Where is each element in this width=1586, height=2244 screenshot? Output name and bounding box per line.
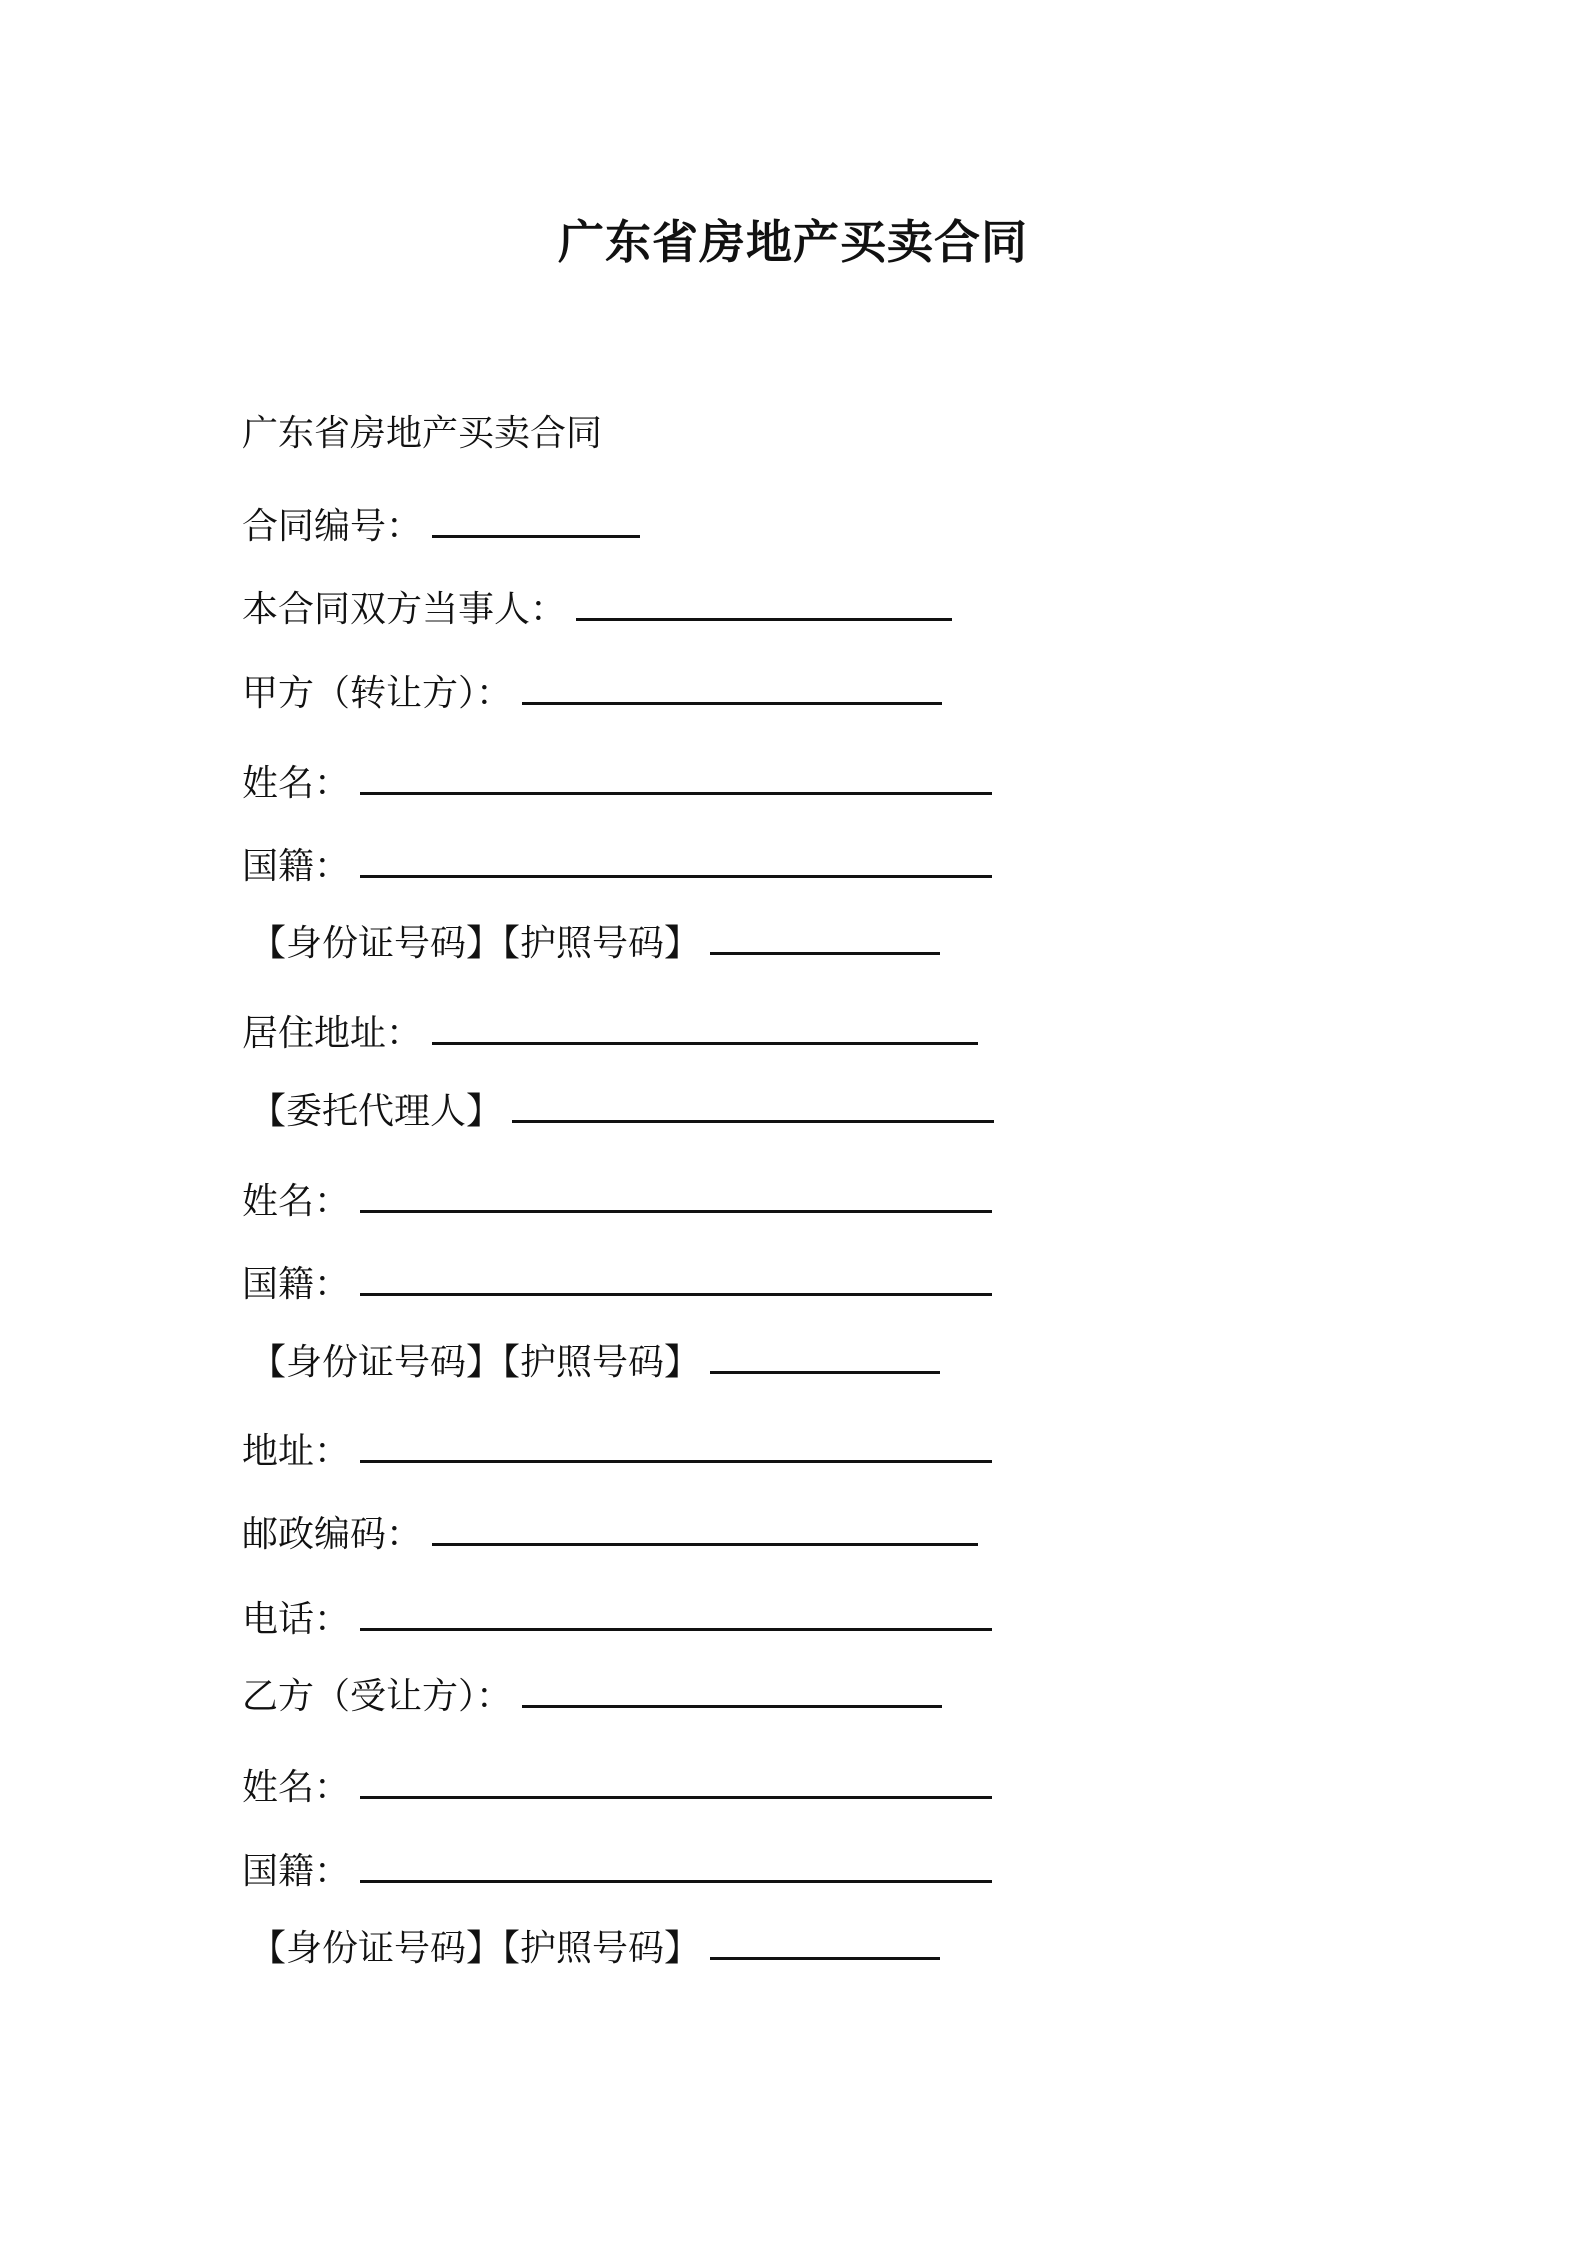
party-b-name-line <box>242 1756 992 1812</box>
line-label: 【委托代理人】 <box>250 1091 503 1132</box>
agent-name-line <box>242 1170 992 1226</box>
party-a-line <box>242 662 942 718</box>
line-label: 合同编号： <box>242 506 423 547</box>
line-label: 姓名： <box>242 763 351 804</box>
party-b-id-line <box>250 1917 940 1973</box>
line-label: 电话： <box>242 1599 351 1640</box>
line-label: 广东省房地产买卖合同 <box>242 413 603 454</box>
contract-number-line <box>242 495 640 551</box>
agent-id-blank[interactable] <box>710 1331 940 1374</box>
party-a-address-blank[interactable] <box>432 1002 978 1045</box>
agent-address-line <box>242 1420 992 1476</box>
party-a-name-blank[interactable] <box>360 752 992 795</box>
line-label: 国籍： <box>242 1264 351 1305</box>
party-b-blank[interactable] <box>522 1665 942 1708</box>
line-label: 国籍： <box>242 846 351 887</box>
party-b-name-blank[interactable] <box>360 1756 992 1799</box>
party-a-address-line <box>242 1002 978 1058</box>
party-b-id-blank[interactable] <box>710 1917 940 1960</box>
phone-line <box>242 1588 992 1644</box>
party-b-line <box>242 1665 942 1721</box>
line-label: 【身份证号码】【护照号码】 <box>250 923 701 964</box>
line-label: 居住地址： <box>242 1013 423 1054</box>
parties-blank[interactable] <box>576 578 952 621</box>
line-label: 地址： <box>242 1431 351 1472</box>
agent-nationality-blank[interactable] <box>360 1253 992 1296</box>
contract-number-blank[interactable] <box>432 495 640 538</box>
postal-code-blank[interactable] <box>432 1503 978 1546</box>
line-label: 邮政编码： <box>242 1514 423 1555</box>
line-label: 【身份证号码】【护照号码】 <box>250 1342 701 1383</box>
agent-nationality-line <box>242 1253 992 1309</box>
party-b-nationality-blank[interactable] <box>360 1840 992 1883</box>
agent-address-blank[interactable] <box>360 1420 992 1463</box>
party-b-nationality-line <box>242 1840 992 1896</box>
phone-blank[interactable] <box>360 1588 992 1631</box>
subtitle-line <box>242 410 602 458</box>
party-a-blank[interactable] <box>522 662 942 705</box>
document-title: 广东省房地产买卖合同 <box>558 215 1028 269</box>
agent-line <box>250 1080 994 1136</box>
agent-blank[interactable] <box>512 1080 994 1123</box>
party-a-name-line <box>242 752 992 808</box>
party-a-nationality-line <box>242 835 992 891</box>
postal-code-line <box>242 1503 978 1559</box>
party-a-id-line <box>250 912 940 968</box>
line-label: 乙方（受让方）： <box>242 1676 513 1717</box>
line-label: 国籍： <box>242 1851 351 1892</box>
party-a-id-blank[interactable] <box>710 912 940 955</box>
line-label: 姓名： <box>242 1181 351 1222</box>
agent-name-blank[interactable] <box>360 1170 992 1213</box>
parties-line <box>242 578 952 634</box>
line-label: 姓名： <box>242 1767 351 1808</box>
agent-id-line <box>250 1331 940 1387</box>
party-a-nationality-blank[interactable] <box>360 835 992 878</box>
line-label: 甲方（转让方）： <box>242 673 513 714</box>
line-label: 【身份证号码】【护照号码】 <box>250 1928 701 1969</box>
line-label: 本合同双方当事人： <box>242 589 567 630</box>
